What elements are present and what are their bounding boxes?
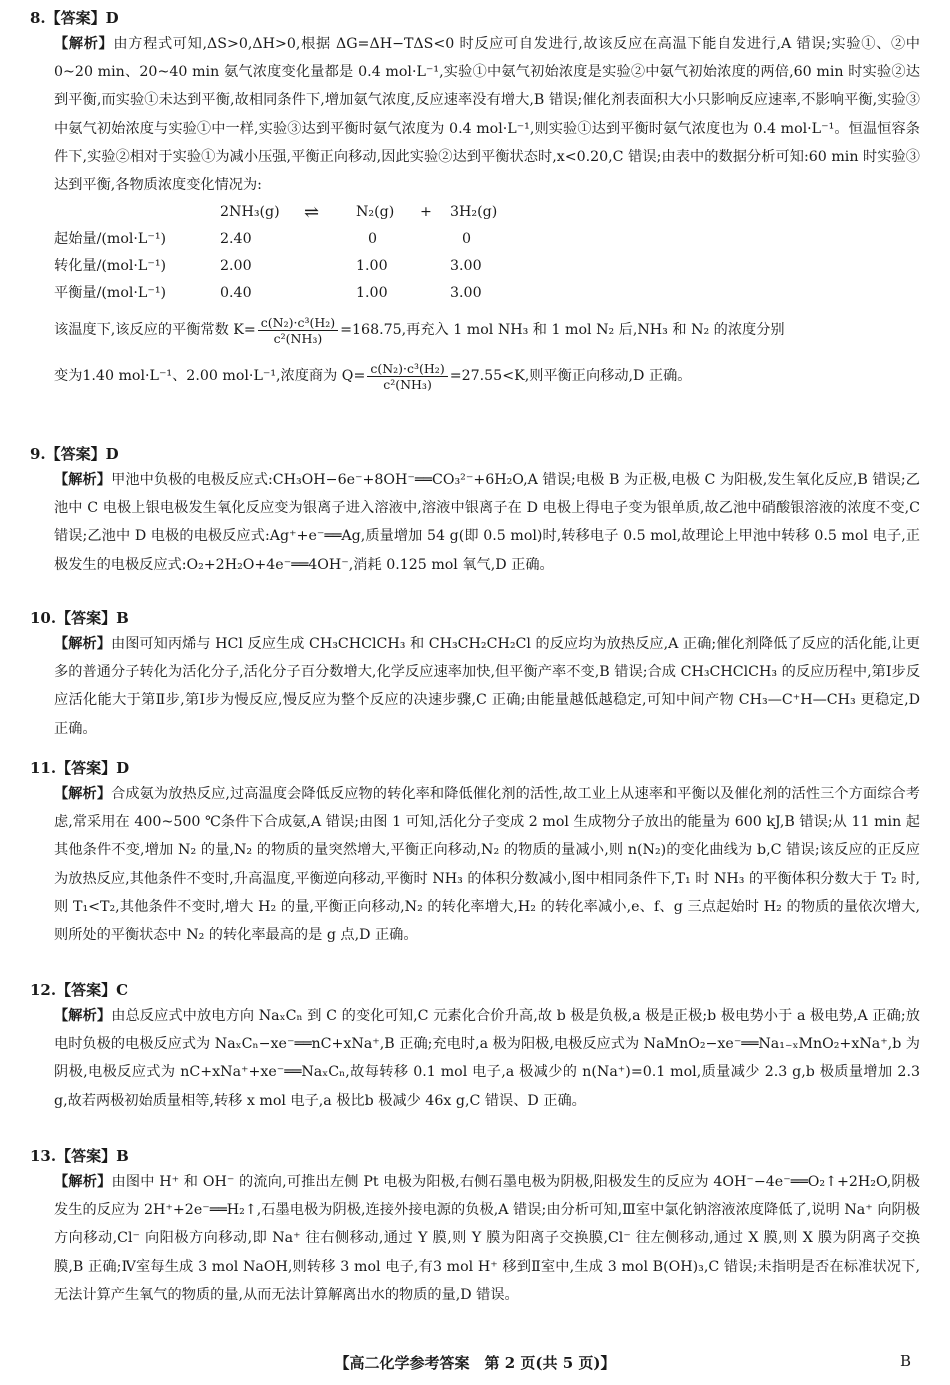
- eq-reactant: 2NH₃(g): [220, 204, 280, 221]
- q-denominator: c²(NH₃): [383, 376, 432, 392]
- question-9: [30, 444, 920, 579]
- k-denominator: c²(NH₃): [273, 330, 323, 346]
- q13-text: 由图中 H⁺ 和 OH⁻ 的流向,可推出左侧 Pt 电极为阳极,右侧石墨电极为阴极,阳极发生的反应为 4OH⁻−4e⁻══O₂↑+2H₂O,阴极发生的反应为 2H⁺+2e⁻══H₂↑,石墨电极为阴极,连接外接电源的负极,A 错误;由分析可知,Ⅲ室中氯化钠溶液浓度降低了,说明 Na⁺ 向阴极方向移动,Cl⁻ 向阳极方向移动,即 Na⁺ 往右侧移动,通过 Y 膜,则 Y 膜为阳离子交换膜,Cl⁻ 往左侧移动,通过 X 膜,则 X 膜为阴离子交换膜,B 正确;Ⅳ室每生成 3 mol NaOH,则转移 3 mol 电子,有3 mol H⁺ 移到Ⅱ室中,生成 3 mol B(OH)₃,C 错误;未指明是否在标准状况下,无法计算产生氧气的物质的量,从而无法计算解离出水的物质的量,D 错误。: [54, 1174, 920, 1303]
- row-label: 起始量/(mol·L⁻¹): [54, 231, 167, 248]
- q9-explanation: [54, 466, 920, 579]
- analysis-tag: 【解析】: [54, 1174, 112, 1190]
- q10-explanation: [54, 630, 920, 743]
- k-fraction: [258, 315, 338, 346]
- q12-answer-heading: 12.【答案】C: [30, 981, 129, 999]
- eq-equilibrium-arrow: ⇌: [304, 202, 320, 224]
- question-11: [30, 758, 920, 949]
- k-suffix: =168.75,再充入 1 mol NH₃ 和 1 mol N₂ 后,NH₃ 和 N₂ 的浓度分别: [340, 322, 785, 339]
- q-fraction: [367, 361, 447, 392]
- analysis-tag: 【解析】: [54, 472, 112, 488]
- q8-answer-heading: 8.【答案】D: [30, 9, 119, 27]
- row-nh3: 2.40: [220, 231, 252, 248]
- q8-row-change: [54, 253, 920, 280]
- row-nh3: 0.40: [220, 285, 252, 302]
- q9-answer-heading: 9.【答案】D: [30, 445, 119, 463]
- row-label: 转化量/(mol·L⁻¹): [54, 258, 167, 275]
- q12-explanation: [54, 1002, 920, 1115]
- row-label: 平衡量/(mol·L⁻¹): [54, 285, 167, 302]
- q8-explanation: [54, 30, 920, 199]
- row-h2: 0: [462, 231, 472, 248]
- q8-row-equilibrium: [54, 280, 920, 307]
- row-h2: 3.00: [450, 258, 482, 275]
- question-12: [30, 980, 920, 1115]
- analysis-tag: 【解析】: [54, 36, 114, 52]
- q-numerator: c(N₂)·c³(H₂): [367, 361, 447, 377]
- q8-text: 由方程式可知,ΔS>0,ΔH>0,根据 ΔG=ΔH−TΔS<0 时反应可自发进行,故该反应在高温下能自发进行,A 错误;实验①、②中 0~20 min、20~40 min 氨气浓度变化量都是 0.4 mol·L⁻¹,实验①中氨气初始浓度是实验②中氨气初始浓度的两倍,60 min 时实验②达到平衡,而实验①未达到平衡,故相同条件下,增加氨气浓度,反应速率没有增大,B 错误;催化剂表面积大小只影响反应速率,不影响平衡,实验③中氨气初始浓度与实验①中一样,实验③达到平衡时氨气浓度为 0.4 mol·L⁻¹,则实验①达到平衡时氨气浓度也为 0.4 mol·L⁻¹。恒温恒容条件下,实验②相对于实验①为减小压强,平衡正向移动,因此实验②达到平衡状态时,x<0.20,C 错误;由表中的数据分析可知:60 min 时实验③达到平衡,各物质浓度变化情况为:: [54, 36, 920, 194]
- page-footer: 【高二化学参考答案 第 2 页(共 5 页)】: [334, 1354, 616, 1372]
- q9-text: 甲池中负极的电极反应式:CH₃OH−6e⁻+8OH⁻══CO₃²⁻+6H₂O,A 错误;电极 B 为正极,电极 C 为阳极,发生氧化反应,B 错误;乙池中 C 电极上银电极发生氧化反应变为银离子进入溶液中,溶液中银离子在 D 电极上得电子变为银单质,故乙池中硝酸银溶液的浓度不变,C 错误;乙池中 D 电极的电极反应式:Ag⁺+e⁻══Ag,质量增加 54 g(即 0.5 mol)时,转移电子 0.5 mol,故理论上甲池中转移 0.5 mol 电子,正极发生的电极反应式:O₂+2H₂O+4e⁻══4OH⁻,消耗 0.125 mol 氧气,D 正确。: [54, 472, 920, 573]
- q11-answer-heading: 11.【答案】D: [30, 759, 130, 777]
- q11-text: 合成氨为放热反应,过高温度会降低反应物的转化率和降低催化剂的活性,故工业上从速率和平衡以及催化剂的活性三个方面综合考虑,常采用在 400~500 ℃条件下合成氨,A 错误;由图 1 可知,活化分子变成 2 mol 生成物分子放出的能量为 600 kJ,B 错误;从 11 min 起其他条件不变,增加 N₂ 的量,N₂ 的物质的量突然增大,平衡正向移动,N₂ 的物质的量减小,则 n(N₂)的变化曲线为 b,C 错误;该反应的正反应为放热反应,其他条件不变时,升高温度,平衡逆向移动,平衡时 NH₃ 的体积分数减小,图中相同条件下,T₁ 时 NH₃ 的平衡体积分数大于 T₂ 时,则 T₁<T₂,其他条件不变时,增大 H₂ 的量,平衡正向移动,N₂ 的转化率增大,H₂ 的转化率减小,e、f、g 三点起始时 H₂ 的物质的量依次增大,则所处的平衡状态中 N₂ 的转化率最高的是 g 点,D 正确。: [54, 786, 920, 944]
- q8-k-line: [54, 307, 920, 353]
- q13-explanation: [54, 1168, 920, 1309]
- q13-answer-heading: 13.【答案】B: [30, 1147, 129, 1165]
- q12-text: 由总反应式中放电方向 NaₓCₙ 到 C 的变化可知,C 元素化合价升高,故 b 极是负极,a 极是正极;b 极电势小于 a 极电势,A 正确;放电时负极的电极反应式为 NaₓCₙ−xe⁻══nC+xNa⁺,B 正确;充电时,a 极为阳极,电极反应式为 NaMnO₂−xe⁻══Na₁₋ₓMnO₂+xNa⁺,b 为阴极,电极反应式为 nC+xNa⁺+xe⁻══NaₓCₙ,故每转移 0.1 mol 电子,a 极减少的 n(Na⁺)=0.1 mol,质量减少 2.3 g,b 极质量增加 2.3 g,故若两极初始质量相等,转移 x mol 电子,a 极比b 极减少 46x g,C 错误、D 正确。: [54, 1008, 920, 1109]
- k-numerator: c(N₂)·c³(H₂): [258, 315, 338, 331]
- row-h2: 3.00: [450, 285, 482, 302]
- paper-version: B: [900, 1352, 912, 1370]
- q-suffix: =27.55<K,则平衡正向移动,D 正确。: [449, 368, 692, 385]
- q-prefix: 变为1.40 mol·L⁻¹、2.00 mol·L⁻¹,浓度商为 Q=: [54, 368, 366, 385]
- q10-text: 由图可知丙烯与 HCl 反应生成 CH₃CHClCH₃ 和 CH₃CH₂CH₂Cl 的反应均为放热反应,A 正确;催化剂降低了反应的活化能,让更多的普通分子转化为活化分子,活化分子百分数增大,化学反应速率加快,但平衡产率不变,B 错误;合成 CH₃CHClCH₃ 的反应历程中,第Ⅰ步反应活化能大于第Ⅱ步,第Ⅰ步为慢反应,慢反应为整个反应的决速步骤,C 正确;由能量越低越稳定,可知中间产物 CH₃—C⁺H—CH₃ 更稳定,D 正确。: [54, 636, 921, 737]
- eq-product-h2: 3H₂(g): [450, 204, 498, 221]
- analysis-tag: 【解析】: [54, 786, 112, 802]
- q8-equation: [54, 199, 920, 226]
- q8-row-initial: [54, 226, 920, 253]
- question-10: [30, 608, 920, 743]
- row-n2: 1.00: [356, 285, 388, 302]
- analysis-tag: 【解析】: [54, 636, 111, 652]
- q10-answer-heading: 10.【答案】B: [30, 609, 129, 627]
- k-prefix: 该温度下,该反应的平衡常数 K=: [54, 322, 256, 339]
- row-n2: 1.00: [356, 258, 388, 275]
- q8-q-line: [54, 353, 920, 399]
- q11-explanation: [54, 780, 920, 949]
- eq-plus: +: [420, 204, 432, 221]
- row-n2: 0: [368, 231, 378, 248]
- row-nh3: 2.00: [220, 258, 252, 275]
- question-8: [30, 8, 920, 399]
- analysis-tag: 【解析】: [54, 1008, 112, 1024]
- eq-product-n2: N₂(g): [356, 204, 395, 221]
- question-13: [30, 1146, 920, 1309]
